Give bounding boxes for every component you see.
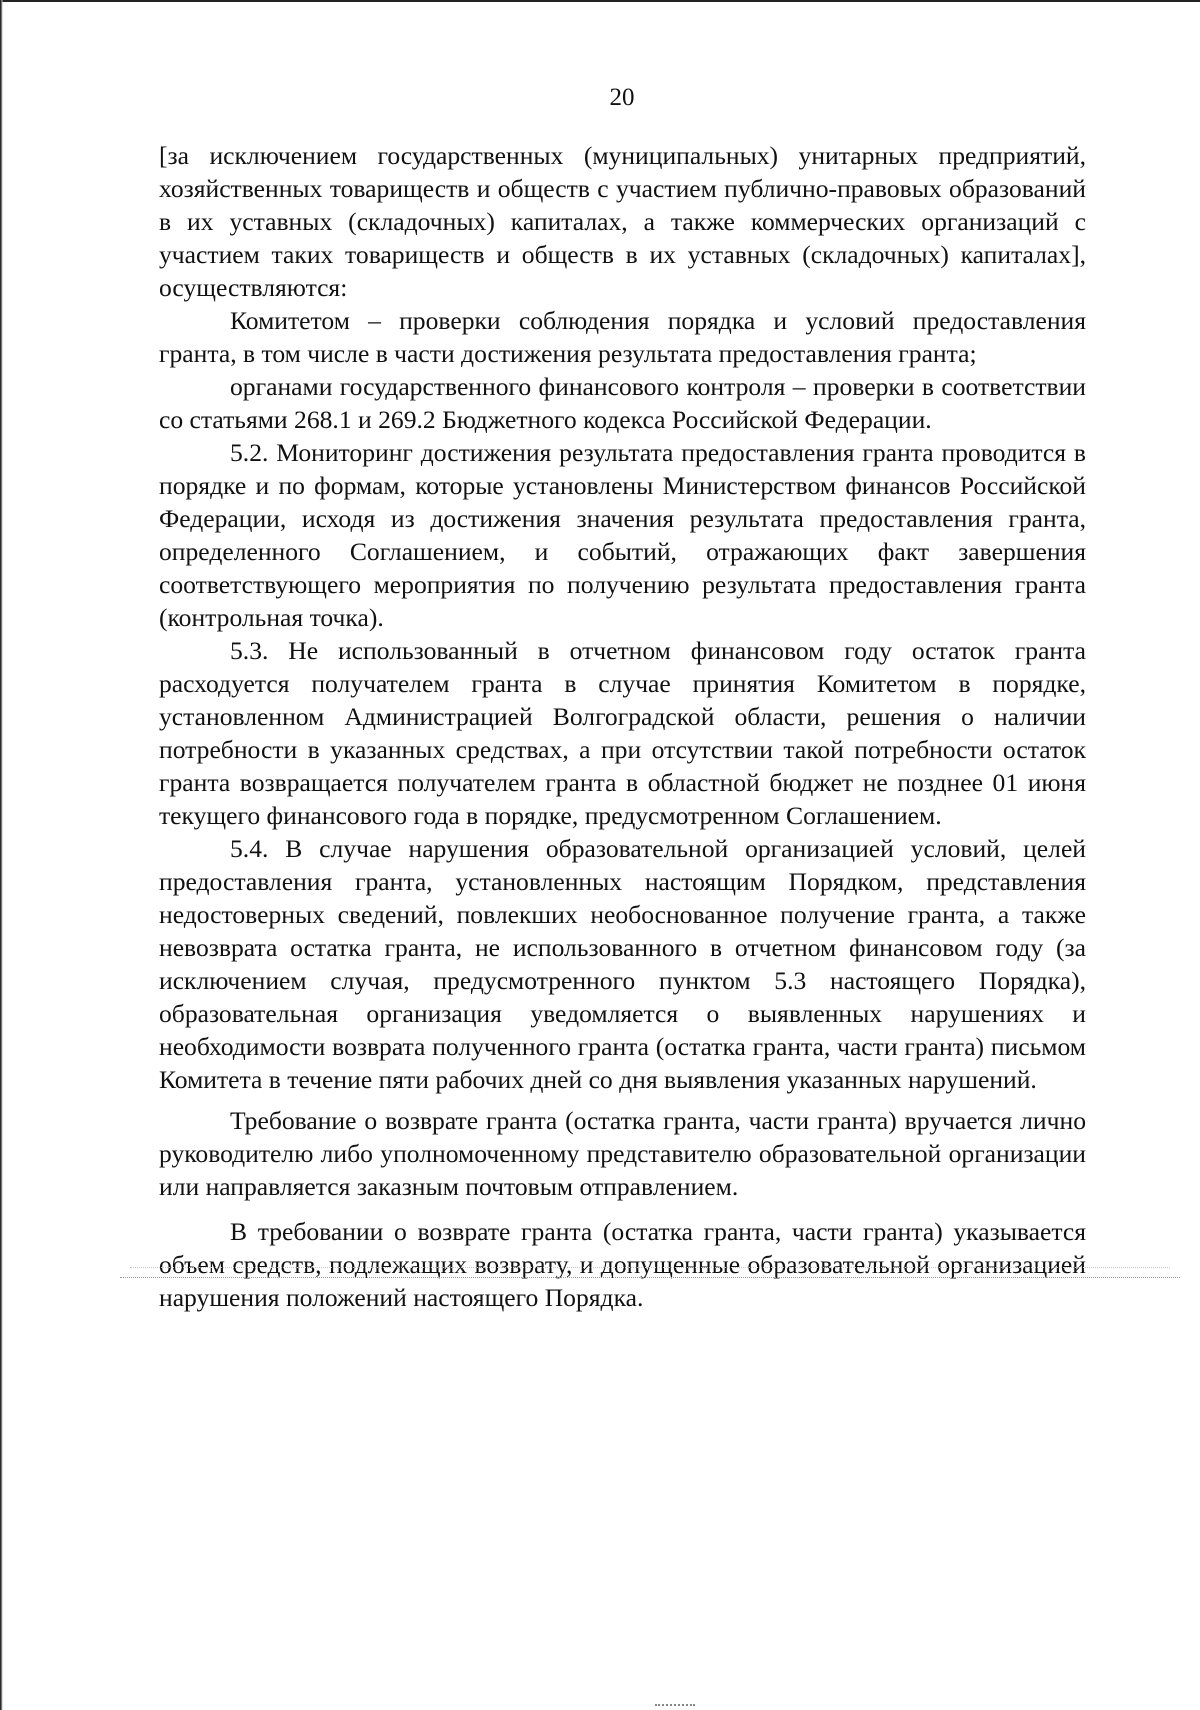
scan-edge-top [0,0,1200,2]
scan-edge-left [0,0,3,1710]
paragraph-8: В требовании о возврате гранта (остатка гранта, части гранта) указывается объем средств, подлежащих возврату, и допущенные образовательной организацией нарушения положений настоящего Порядка. [159,1217,1086,1312]
scan-artifact-line [130,1267,1170,1268]
paragraph-5: 5.3. Не использованный в отчетном финансовом году остаток гранта расходуется получателем гранта в случае принятия Комитетом в порядке, установленном Администрацией Волгоградской области, решения о наличии потребности в указанных средствах, а при отсутствии такой потребности остаток гранта возвращается получателем гранта в областной бюджет не позднее 01 июня текущего финансового года в порядке, предусмотренном Соглашением. [159,636,1086,830]
scan-artifact-mark [655,1704,695,1709]
paragraph-6: 5.4. В случае нарушения образовательной организацией условий, целей предоставления гранта, установленных настоящим Порядком, представления недостоверных сведений, повлекших необоснованное получение гранта, а также невозврата остатка гранта, не использованного в отчетном финансовом году (за исключением случая, предусмотренного пунктом 5.3 настоящего Порядка), образовательная организация уведомляется о выявленных нарушениях и необходимости возврата полученного гранта (остатка гранта, части гранта) письмом Комитета в течение пяти рабочих дней со дня выявления указанных нарушений. [159,834,1086,1094]
document-body [159,139,1086,1314]
paragraph-3: органами государственного финансового контроля – проверки в соответствии со статьями 268.1 и 269.2 Бюджетного кодекса Российской Федерации. [159,372,1086,434]
paragraph-1: [за исключением государственных (муниципальных) унитарных предприятий, хозяйственных товариществ и обществ с участием публично-правовых образований в их уставных (складочных) капиталах, а также коммерческих организаций с участием таких товариществ и обществ в их уставных (складочных) капиталах], осуществляются: [159,141,1086,302]
paragraph-2: Комитетом – проверки соблюдения порядка и условий предоставления гранта, в том числе в части достижения результата предоставления гранта; [159,306,1086,368]
paragraph-7: Требование о возврате гранта (остатка гранта, части гранта) вручается лично руководителю либо уполномоченному представителю образовательной организации или направляется заказным почтовым отправлением. [159,1106,1086,1201]
paragraph-4: 5.2. Мониторинг достижения результата предоставления гранта проводится в порядке и по формам, которые установлены Министерством финансов Российской Федерации, исходя из достижения значения результата предоставления гранта, определенного Соглашением, и событий, отражающих факт завершения соответствующего мероприятия по получению результата предоставления гранта (контрольная точка). [159,438,1086,632]
scan-artifact-line [120,1277,1180,1278]
page-number: 20 [609,84,635,111]
